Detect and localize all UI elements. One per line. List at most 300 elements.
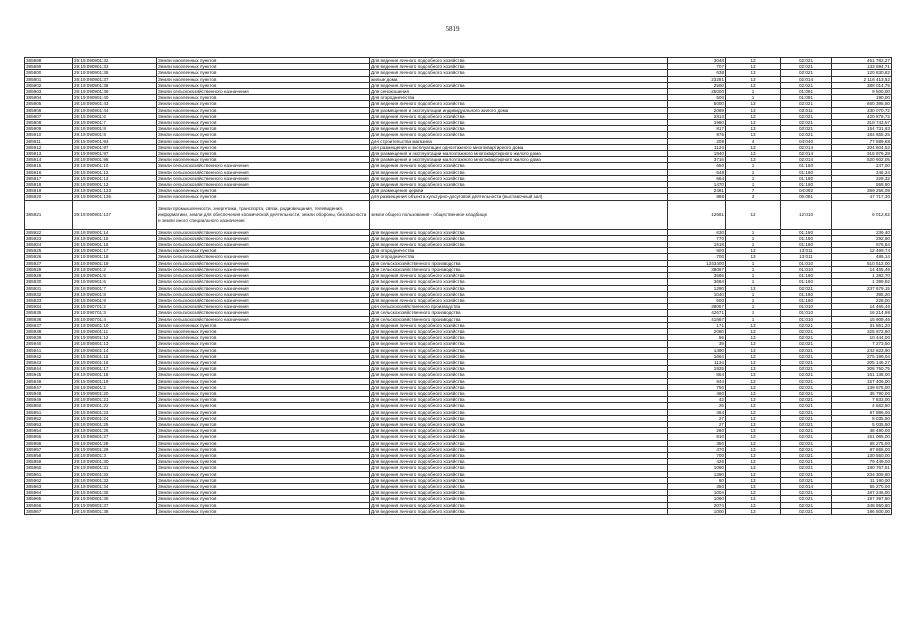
cadastral-value-cell: 120 830,82 xyxy=(832,70,892,76)
use-code-cell: 01:081 xyxy=(781,89,832,95)
area-cell: 38067 xyxy=(668,304,726,310)
cadastral-number-cell: 29:19:090901:15 xyxy=(73,235,157,241)
permitted-use-cell: Для ведения личного подсобного хозяйства xyxy=(370,163,668,169)
cadastral-value-cell: 660 395,50 xyxy=(832,101,892,107)
land-category-cell: Земли населенных пунктов xyxy=(157,248,370,254)
row-number-cell: 385947 xyxy=(25,384,73,390)
cadastral-number-cell: 29:19:090901:10 xyxy=(73,163,157,169)
use-code-cell: 02:021 xyxy=(781,459,832,465)
group-number-cell: 13 xyxy=(726,64,781,70)
cadastral-number-cell: 29:19:090901:37 xyxy=(73,76,157,82)
area-cell: 42 xyxy=(668,397,726,403)
group-number-cell: 13 xyxy=(726,378,781,384)
permitted-use-cell: Для ведения личного подсобного хозяйства xyxy=(370,82,668,88)
row-number-cell: 385910 xyxy=(25,132,73,138)
permitted-use-cell: Для ведения личного подсобного хозяйства xyxy=(370,120,668,126)
cadastral-number-cell: 29:19:090901:17 xyxy=(73,248,157,254)
cadastral-number-cell: 29:19:090801:23 xyxy=(73,409,157,415)
row-number-cell: 385948 xyxy=(25,390,73,396)
use-code-cell: 02:021 xyxy=(781,446,832,452)
land-category-cell: Земли населенных пунктов xyxy=(157,372,370,378)
row-number-cell: 385934 xyxy=(25,304,73,310)
land-category-cell: Земли промышленности, энергетики, транспорта, связи, радиовещания, телевидения, информатики, земли для обеспечения космической деятельности, земли обороны, безопасности и земли иного специального назначения xyxy=(157,200,370,229)
cadastral-value-cell: 12 499,74 xyxy=(832,248,892,254)
use-code-cell: 02:021 xyxy=(781,378,832,384)
cadastral-number-cell: 29:19:090901:12 xyxy=(73,169,157,175)
area-cell: 1343400 xyxy=(668,260,726,266)
land-category-cell: Земли населенных пунктов xyxy=(157,471,370,477)
permitted-use-cell: для размещения и эксплуатации одноэтажного многоквартирного дома xyxy=(370,144,668,150)
cadastral-number-cell: 29:19:090801:13 xyxy=(73,341,157,347)
permitted-use-cell: Для ведения личного подсобного хозяйства xyxy=(370,70,668,76)
use-code-cell: 02:014 xyxy=(781,484,832,490)
use-code-cell: 02:021 xyxy=(781,490,832,496)
use-code-cell: 01:160 xyxy=(781,235,832,241)
group-number-cell: 13 xyxy=(726,434,781,440)
group-number-cell: 13 xyxy=(726,471,781,477)
permitted-use-cell: жилые дома xyxy=(370,76,668,82)
cadastral-number-cell: 29:19:090801:3 xyxy=(73,452,157,458)
cadastral-value-cell: 318 743,57 xyxy=(832,120,892,126)
use-code-cell: 02:021 xyxy=(781,390,832,396)
table-body xyxy=(25,58,892,515)
permitted-use-cell: Для ведения личного подсобного хозяйства xyxy=(370,359,668,365)
land-category-cell: Земли населенных пунктов xyxy=(157,107,370,113)
row-number-cell: 385914 xyxy=(25,157,73,163)
cadastral-value-cell: 14 465,46 xyxy=(832,304,892,310)
row-number-cell: 385928 xyxy=(25,266,73,272)
cadastral-value-cell: 4 662,50 xyxy=(832,403,892,409)
permitted-use-cell: Для ведения личного подсобного хозяйства xyxy=(370,182,668,188)
group-number-cell: 1 xyxy=(726,95,781,101)
permitted-use-cell: Для огородничества xyxy=(370,95,668,101)
permitted-use-cell: для размещения объекта культурно-досуговой деятельности (выставочный зал) xyxy=(370,194,668,200)
permitted-use-cell: Для ведения личного подсобного хозяйства xyxy=(370,169,668,175)
cadastral-number-cell: 29:19:090801:25 xyxy=(73,421,157,427)
area-cell: 23281 xyxy=(668,76,726,82)
row-number-cell: 385945 xyxy=(25,372,73,378)
cadastral-value-cell: 388 014,75 xyxy=(832,82,892,88)
land-category-cell: Земли сельскохозяйственного назначения xyxy=(157,235,370,241)
row-number-cell: 385933 xyxy=(25,297,73,303)
cadastral-value-cell: 237 679,15 xyxy=(832,285,892,291)
row-number-cell: 385925 xyxy=(25,248,73,254)
row-number-cell: 385966 xyxy=(25,502,73,508)
row-number-cell: 385918 xyxy=(25,182,73,188)
land-category-cell: Земли населенных пунктов xyxy=(157,390,370,396)
area-cell: 2500 xyxy=(668,82,726,88)
use-code-cell: 02:021 xyxy=(781,465,832,471)
table-row xyxy=(25,508,892,514)
land-category-cell: Земли населенных пунктов xyxy=(157,508,370,514)
cadastral-number-cell: 29:19:090801:11 xyxy=(73,328,157,334)
row-number-cell: 385949 xyxy=(25,397,73,403)
cadastral-value-cell: 420 876,72 xyxy=(832,113,892,119)
row-number-cell: 385906 xyxy=(25,107,73,113)
land-category-cell: Земли населенных пунктов xyxy=(157,328,370,334)
use-code-cell: 02:021 xyxy=(781,508,832,514)
land-category-cell: Земли сельскохозяйственного назначения xyxy=(157,169,370,175)
cadastral-value-cell: 14 465,46 xyxy=(832,266,892,272)
group-number-cell: 13 xyxy=(726,459,781,465)
use-code-cell: 02:021 xyxy=(781,322,832,328)
use-code-cell: 01:160 xyxy=(781,229,832,235)
area-cell: 2074 xyxy=(668,502,726,508)
cadastral-number-cell: 29:19:090801:16 xyxy=(73,359,157,365)
use-code-cell: 04:092 xyxy=(781,188,832,194)
cadastral-value-cell: 1 392,70 xyxy=(832,273,892,279)
area-cell: 864 xyxy=(668,175,726,181)
table-row xyxy=(25,200,892,229)
permitted-use-cell: Для сенокошения xyxy=(370,89,668,95)
group-number-cell: 1 xyxy=(726,291,781,297)
land-category-cell: Земли сельскохозяйственного назначения xyxy=(157,260,370,266)
permitted-use-cell: Для ведения личного подсобного хозяйства xyxy=(370,126,668,132)
group-number-cell: 13 xyxy=(726,335,781,341)
cadastral-number-cell: 29:19:090901:97 xyxy=(73,151,157,157)
group-number-cell: 1 xyxy=(726,163,781,169)
area-cell: 12681 xyxy=(668,200,726,229)
cadastral-value-cell: 190 767,61 xyxy=(832,465,892,471)
cadastral-value-cell: 9 500,00 xyxy=(832,89,892,95)
cadastral-value-cell: 205 146,27 xyxy=(832,359,892,365)
row-number-cell: 385931 xyxy=(25,285,73,291)
row-number-cell: 385960 xyxy=(25,465,73,471)
group-number-cell: 13 xyxy=(726,484,781,490)
permitted-use-cell: Для ведения личного подсобного хозяйства xyxy=(370,341,668,347)
use-code-cell: 02:021 xyxy=(781,409,832,415)
cadastral-number-cell: 29:19:090901:6 xyxy=(73,279,157,285)
land-category-cell: Земли населенных пунктов xyxy=(157,384,370,390)
area-cell: 1470 xyxy=(668,182,726,188)
row-number-cell: 385900 xyxy=(25,70,73,76)
row-number-cell: 385920 xyxy=(25,194,73,200)
cadastral-number-cell: 29:19:090801:34 xyxy=(73,484,157,490)
permitted-use-cell: Для сельскохозяйственного производства xyxy=(370,316,668,322)
land-category-cell: Земли населенных пунктов xyxy=(157,101,370,107)
cadastral-value-cell: 133 894,71 xyxy=(832,64,892,70)
group-number-cell: 13 xyxy=(726,409,781,415)
land-category-cell: Земли населенных пунктов xyxy=(157,70,370,76)
row-number-cell: 385961 xyxy=(25,471,73,477)
use-code-cell: 02:021 xyxy=(781,64,832,70)
cadastral-value-cell: 5 035,50 xyxy=(832,415,892,421)
area-cell: 2481 xyxy=(668,188,726,194)
area-cell: 3684 xyxy=(668,279,726,285)
area-cell: 27 xyxy=(668,415,726,421)
cadastral-number-cell: 29:19:090901:133 xyxy=(73,188,157,194)
use-code-cell: 02:021 xyxy=(781,101,832,107)
area-cell: 1040 xyxy=(668,291,726,297)
land-category-cell: Земли населенных пунктов xyxy=(157,465,370,471)
area-cell: 2080 xyxy=(668,328,726,334)
cadastral-number-cell: 29:19:090901:9 xyxy=(73,132,157,138)
area-cell: 1490 xyxy=(668,347,726,353)
area-cell: 260 xyxy=(668,428,726,434)
permitted-use-cell: Для размещения церкви xyxy=(370,188,668,194)
row-number-cell: 385938 xyxy=(25,328,73,334)
land-category-cell: Земли населенных пунктов xyxy=(157,490,370,496)
row-number-cell: 385956 xyxy=(25,440,73,446)
use-code-cell: 02:014 xyxy=(781,151,832,157)
group-number-cell: 3 xyxy=(726,194,781,200)
group-number-cell: 13 xyxy=(726,58,781,64)
cadastral-value-cell: 35 790,00 xyxy=(832,390,892,396)
cadastral-value-cell: 5 035,50 xyxy=(832,421,892,427)
use-code-cell: 01:010 xyxy=(781,266,832,272)
area-cell: 364 xyxy=(668,409,726,415)
permitted-use-cell: Для ведения личного подсобного хозяйства xyxy=(370,353,668,359)
group-number-cell: 13 xyxy=(726,359,781,365)
row-number-cell: 385941 xyxy=(25,347,73,353)
area-cell: 1134 xyxy=(668,359,726,365)
permitted-use-cell: Для ведения личного подсобного хозяйства xyxy=(370,132,668,138)
land-category-cell: Земли населенных пунктов xyxy=(157,421,370,427)
cadastral-value-cell: 246,24 xyxy=(832,169,892,175)
land-category-cell: Земли населенных пунктов xyxy=(157,95,370,101)
group-number-cell: 13 xyxy=(726,120,781,126)
permitted-use-cell: Для ведения личного подсобного хозяйства xyxy=(370,409,668,415)
cadastral-number-cell: 29:19:090901:7 xyxy=(73,120,157,126)
permitted-use-cell: Для ведения личного подсобного хозяйства xyxy=(370,459,668,465)
cadastral-value-cell: 47 717,30 xyxy=(832,194,892,200)
land-category-cell: Земли населенных пунктов xyxy=(157,58,370,64)
cadastral-number-cell: 29:19:090901:5 xyxy=(73,273,157,279)
land-category-cell: Земли населенных пунктов xyxy=(157,446,370,452)
land-category-cell: Земли населенных пунктов xyxy=(157,409,370,415)
land-category-cell: Земли сельскохозяйственного назначения xyxy=(157,273,370,279)
cadastral-number-cell: 29:19:090801:33 xyxy=(73,477,157,483)
cadastral-number-cell: 29:19:090801:37 xyxy=(73,502,157,508)
use-code-cell: 02:021 xyxy=(781,120,832,126)
cadastral-number-cell: 29:19:090901:33 xyxy=(73,64,157,70)
use-code-cell: 02:021 xyxy=(781,58,832,64)
permitted-use-cell: Для ведения личного подсобного хозяйства xyxy=(370,64,668,70)
area-cell: 810 xyxy=(668,434,726,440)
area-cell: 1390 xyxy=(668,471,726,477)
area-cell: 60 xyxy=(668,477,726,483)
permitted-use-cell: Для ведения личного подсобного хозяйства xyxy=(370,101,668,107)
group-number-cell: 13 xyxy=(726,113,781,119)
permitted-use-cell: Для ведения личного подсобного хозяйства xyxy=(370,484,668,490)
use-code-cell: 02:021 xyxy=(781,471,832,477)
cadastral-number-cell: 29:19:090801:27 xyxy=(73,434,157,440)
row-number-cell: 385932 xyxy=(25,291,73,297)
area-cell: 650 xyxy=(668,163,726,169)
area-cell: 600 xyxy=(668,248,726,254)
land-category-cell: Земли сельскохозяйственного назначения xyxy=(157,291,370,297)
area-cell: 42671 xyxy=(668,310,726,316)
row-number-cell: 385958 xyxy=(25,452,73,458)
group-number-cell: 13 xyxy=(726,285,781,291)
cadastral-number-cell: 29:19:090801:19 xyxy=(73,378,157,384)
cadastral-number-cell: 29:19:090801:38 xyxy=(73,508,157,514)
group-number-cell: 13 xyxy=(726,477,781,483)
cadastral-number-cell: 29:19:090901:18 xyxy=(73,254,157,260)
permitted-use-cell: земли общего пользования - общественное кладбище xyxy=(370,200,668,229)
row-number-cell: 385940 xyxy=(25,341,73,347)
area-cell: 1664 xyxy=(668,353,726,359)
cadastral-number-cell: 29:19:090801:15 xyxy=(73,353,157,359)
permitted-use-cell: Для ведения личного подсобного хозяйства xyxy=(370,428,668,434)
cadastral-value-cell: 451 782,27 xyxy=(832,58,892,64)
cadastral-value-cell: 16 214,98 xyxy=(832,310,892,316)
group-number-cell: 1 xyxy=(726,273,781,279)
use-code-cell: 02:021 xyxy=(781,477,832,483)
cadastral-value-cell: 2 116 413,52 xyxy=(832,76,892,82)
land-category-cell: Земли населенных пунктов xyxy=(157,347,370,353)
cadastral-value-cell: 275 199,04 xyxy=(832,353,892,359)
land-category-cell: Земли сельскохозяйственного назначения xyxy=(157,254,370,260)
area-cell: 27 xyxy=(668,421,726,427)
use-code-cell: 01:160 xyxy=(781,175,832,181)
group-number-cell: 1 xyxy=(726,297,781,303)
land-category-cell: Земли населенных пунктов xyxy=(157,322,370,328)
land-category-cell: Земли населенных пунктов xyxy=(157,194,370,200)
group-number-cell: 13 xyxy=(726,490,781,496)
cadastral-number-cell: 29:19:090901:6 xyxy=(73,113,157,119)
permitted-use-cell: Для ведения личного подсобного хозяйства xyxy=(370,471,668,477)
land-category-cell: Земли сельскохозяйственного назначения xyxy=(157,304,370,310)
cadastral-number-cell: 29:19:090801:32 xyxy=(73,471,157,477)
group-number-cell: 13 xyxy=(726,126,781,132)
group-number-cell: 13 xyxy=(726,465,781,471)
cadastral-number-cell: 29:19:090901:40 xyxy=(73,95,157,101)
area-cell: 638 xyxy=(668,70,726,76)
land-category-cell: Земли населенных пунктов xyxy=(157,138,370,144)
land-category-cell: Земли сельскохозяйственного назначения xyxy=(157,229,370,235)
cadastral-number-cell: 29:19:090801:24 xyxy=(73,415,157,421)
permitted-use-cell: Для ведения личного подсобного хозяйства xyxy=(370,335,668,341)
use-code-cell: 02:014 xyxy=(781,157,832,163)
area-cell: 1000 xyxy=(668,508,726,514)
land-category-cell: Земли населенных пунктов xyxy=(157,151,370,157)
land-category-cell: Земли населенных пунктов xyxy=(157,64,370,70)
group-number-cell: 13 xyxy=(726,151,781,157)
use-code-cell: 01:160 xyxy=(781,291,832,297)
permitted-use-cell: Для сельскохозяйственного производства xyxy=(370,266,668,272)
cadastral-number-cell: 29:19:090901:135 xyxy=(73,194,157,200)
permitted-use-cell: Для ведения личного подсобного хозяйства xyxy=(370,440,668,446)
area-cell: 470 xyxy=(668,446,726,452)
area-cell: 817 xyxy=(668,126,726,132)
group-number-cell: 13 xyxy=(726,132,781,138)
group-number-cell: 13 xyxy=(726,403,781,409)
cadastral-number-cell: 29:19:090901:2 xyxy=(73,266,157,272)
land-category-cell: Земли населенных пунктов xyxy=(157,132,370,138)
permitted-use-cell: Для ведения личного подсобного хозяйства xyxy=(370,434,668,440)
land-category-cell: Земли сельскохозяйственного назначения xyxy=(157,89,370,95)
permitted-use-cell: Для размещения и эксплуатации индивидуального жилого дома xyxy=(370,107,668,113)
permitted-use-cell: Для ведения личного подсобного хозяйства xyxy=(370,490,668,496)
permitted-use-cell: Для ведения личного подсобного хозяйства xyxy=(370,322,668,328)
use-code-cell: 01:160 xyxy=(781,242,832,248)
use-code-cell: 02:021 xyxy=(781,434,832,440)
row-number-cell: 385923 xyxy=(25,235,73,241)
area-cell: 171 xyxy=(668,322,726,328)
use-code-cell: 05:081 xyxy=(781,194,832,200)
row-number-cell: 385955 xyxy=(25,434,73,440)
permitted-use-cell: Для ведения личного подсобного хозяйства xyxy=(370,403,668,409)
use-code-cell: 12:010 xyxy=(781,200,832,229)
row-number-cell: 385930 xyxy=(25,279,73,285)
permitted-use-cell: Для ведения личного подсобного хозяйства xyxy=(370,285,668,291)
cadastral-number-cell: 29:19:090801:30 xyxy=(73,459,157,465)
use-code-cell: 02:011 xyxy=(781,107,832,113)
permitted-use-cell: Для ведения личного подсобного хозяйства xyxy=(370,421,668,427)
land-category-cell: Земли населенных пунктов xyxy=(157,434,370,440)
use-code-cell: 01:160 xyxy=(781,297,832,303)
cadastral-number-cell: 29:19:090901:14 xyxy=(73,229,157,235)
area-cell: 3716 xyxy=(668,157,726,163)
land-category-cell: Земли населенных пунктов xyxy=(157,82,370,88)
cadastral-value-cell: 77 589,68 xyxy=(832,138,892,144)
cadastral-value-cell: 239,40 xyxy=(832,229,892,235)
cadastral-value-cell: 395,20 xyxy=(832,291,892,297)
group-number-cell: 13 xyxy=(726,372,781,378)
use-code-cell: 02:021 xyxy=(781,421,832,427)
area-cell: 500 xyxy=(668,95,726,101)
cadastral-value-cell: 330 070,72 xyxy=(832,107,892,113)
row-number-cell: 385927 xyxy=(25,260,73,266)
cadastral-value-cell: 247,00 xyxy=(832,163,892,169)
row-number-cell: 385954 xyxy=(25,428,73,434)
use-code-cell: 02:021 xyxy=(781,372,832,378)
land-category-cell: Земли населенных пунктов xyxy=(157,397,370,403)
area-cell: 707 xyxy=(668,64,726,70)
group-number-cell: 13 xyxy=(726,76,781,82)
area-cell: 426 xyxy=(668,459,726,465)
permitted-use-cell: Для ведения личного подсобного хозяйства xyxy=(370,502,668,508)
permitted-use-cell: Для ведения личного подсобного хозяйства xyxy=(370,384,668,390)
use-code-cell: 02:021 xyxy=(781,126,832,132)
row-number-cell: 385929 xyxy=(25,273,73,279)
group-number-cell: 1 xyxy=(726,235,781,241)
row-number-cell: 385936 xyxy=(25,316,73,322)
land-category-cell: Земли сельскохозяйственного назначения xyxy=(157,316,370,322)
area-cell: 700 xyxy=(668,254,726,260)
area-cell: 25 xyxy=(668,403,726,409)
cadastral-number-cell: 29:19:090801:26 xyxy=(73,428,157,434)
row-number-cell: 385907 xyxy=(25,113,73,119)
land-category-cell: Земли населенных пунктов xyxy=(157,415,370,421)
group-number-cell: 13 xyxy=(726,70,781,76)
land-category-cell: Земли сельскохозяйственного назначения xyxy=(157,175,370,181)
permitted-use-cell: Для ведения личного подсобного хозяйства xyxy=(370,347,668,353)
area-cell: 1004 xyxy=(668,490,726,496)
land-category-cell: Земли населенных пунктов xyxy=(157,484,370,490)
area-cell: 5000 xyxy=(668,101,726,107)
row-number-cell: 385957 xyxy=(25,446,73,452)
cadastral-number-cell: 29:19:090901:94 xyxy=(73,138,157,144)
use-code-cell: 02:021 xyxy=(781,285,832,291)
area-cell: 988 xyxy=(668,194,726,200)
cadastral-number-cell: 29:19:090801:14 xyxy=(73,347,157,353)
group-number-cell: 13 xyxy=(726,107,781,113)
cadastral-value-cell: 242 823,90 xyxy=(832,347,892,353)
cadastral-value-cell: 228,00 xyxy=(832,297,892,303)
area-cell: 350 xyxy=(668,484,726,490)
area-cell: 25000 xyxy=(668,89,726,95)
row-number-cell: 385963 xyxy=(25,484,73,490)
group-number-cell: 7 xyxy=(726,188,781,194)
row-number-cell: 385911 xyxy=(25,138,73,144)
cadastral-number-cell: 29:19:090801:21 xyxy=(73,397,157,403)
row-number-cell: 385916 xyxy=(25,169,73,175)
page-number: 5819 xyxy=(445,25,460,33)
cadastral-number-cell: 29:19:090901:19 xyxy=(73,260,157,266)
area-cell: 2813 xyxy=(668,113,726,119)
